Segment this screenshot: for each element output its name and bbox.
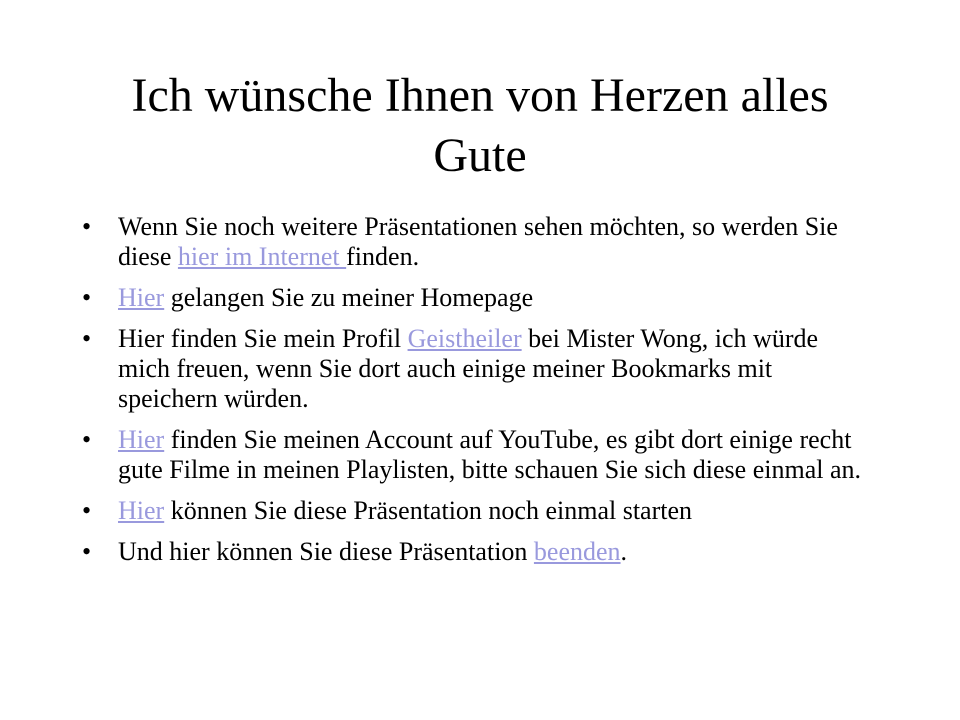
bullet-dot: •	[82, 537, 92, 566]
bullet-dot: •	[82, 283, 92, 312]
geistheiler-link[interactable]: Geistheiler	[407, 324, 522, 353]
bullet-dot: •	[82, 496, 92, 525]
bullet-text: Wenn Sie noch weitere Präsentationen sehen möchten, so werden Sie diese	[118, 212, 838, 271]
bullet-text: .	[620, 537, 628, 566]
bullet-text: gelangen Sie zu meiner Homepage	[164, 283, 534, 312]
bullet-item-restart	[82, 496, 872, 526]
bullet-item-homepage	[82, 283, 872, 313]
bullet-item-profile	[82, 324, 872, 414]
bullet-text: finden.	[346, 242, 420, 271]
bullet-dot: •	[82, 212, 92, 241]
restart-presentation-link[interactable]: Hier	[118, 496, 165, 525]
bullet-item-more-presentations	[82, 212, 872, 272]
bullet-item-end	[82, 537, 872, 567]
internet-link[interactable]: hier im Internet	[177, 242, 347, 271]
bullet-text: können Sie diese Präsentation noch einmal starten	[164, 496, 693, 525]
slide-title-line-1: Ich wünsche Ihnen von Herzen alles	[131, 69, 829, 122]
homepage-link[interactable]: Hier	[118, 283, 165, 312]
bullet-dot: •	[82, 425, 92, 454]
bullet-item-youtube	[82, 425, 872, 485]
slide-title	[80, 66, 880, 186]
bullet-dot: •	[82, 324, 92, 353]
youtube-link[interactable]: Hier	[118, 425, 165, 454]
bullet-text: bei Mister Wong, ich würde mich freuen, wenn Sie dort auch einige meiner Bookmarks mit speichern würden.	[118, 324, 819, 413]
bullet-text: finden Sie meinen Account auf YouTube, es gibt dort einige recht gute Filme in meinen Playlisten, bitte schauen Sie sich diese einmal an.	[118, 425, 862, 484]
end-presentation-link[interactable]: beenden	[533, 537, 621, 566]
bullet-text: Hier finden Sie mein Profil	[118, 324, 408, 353]
bullet-text: Und hier können Sie diese Präsentation	[118, 537, 534, 566]
bullet-list	[82, 212, 872, 578]
slide-title-line-2: Gute	[433, 129, 527, 182]
